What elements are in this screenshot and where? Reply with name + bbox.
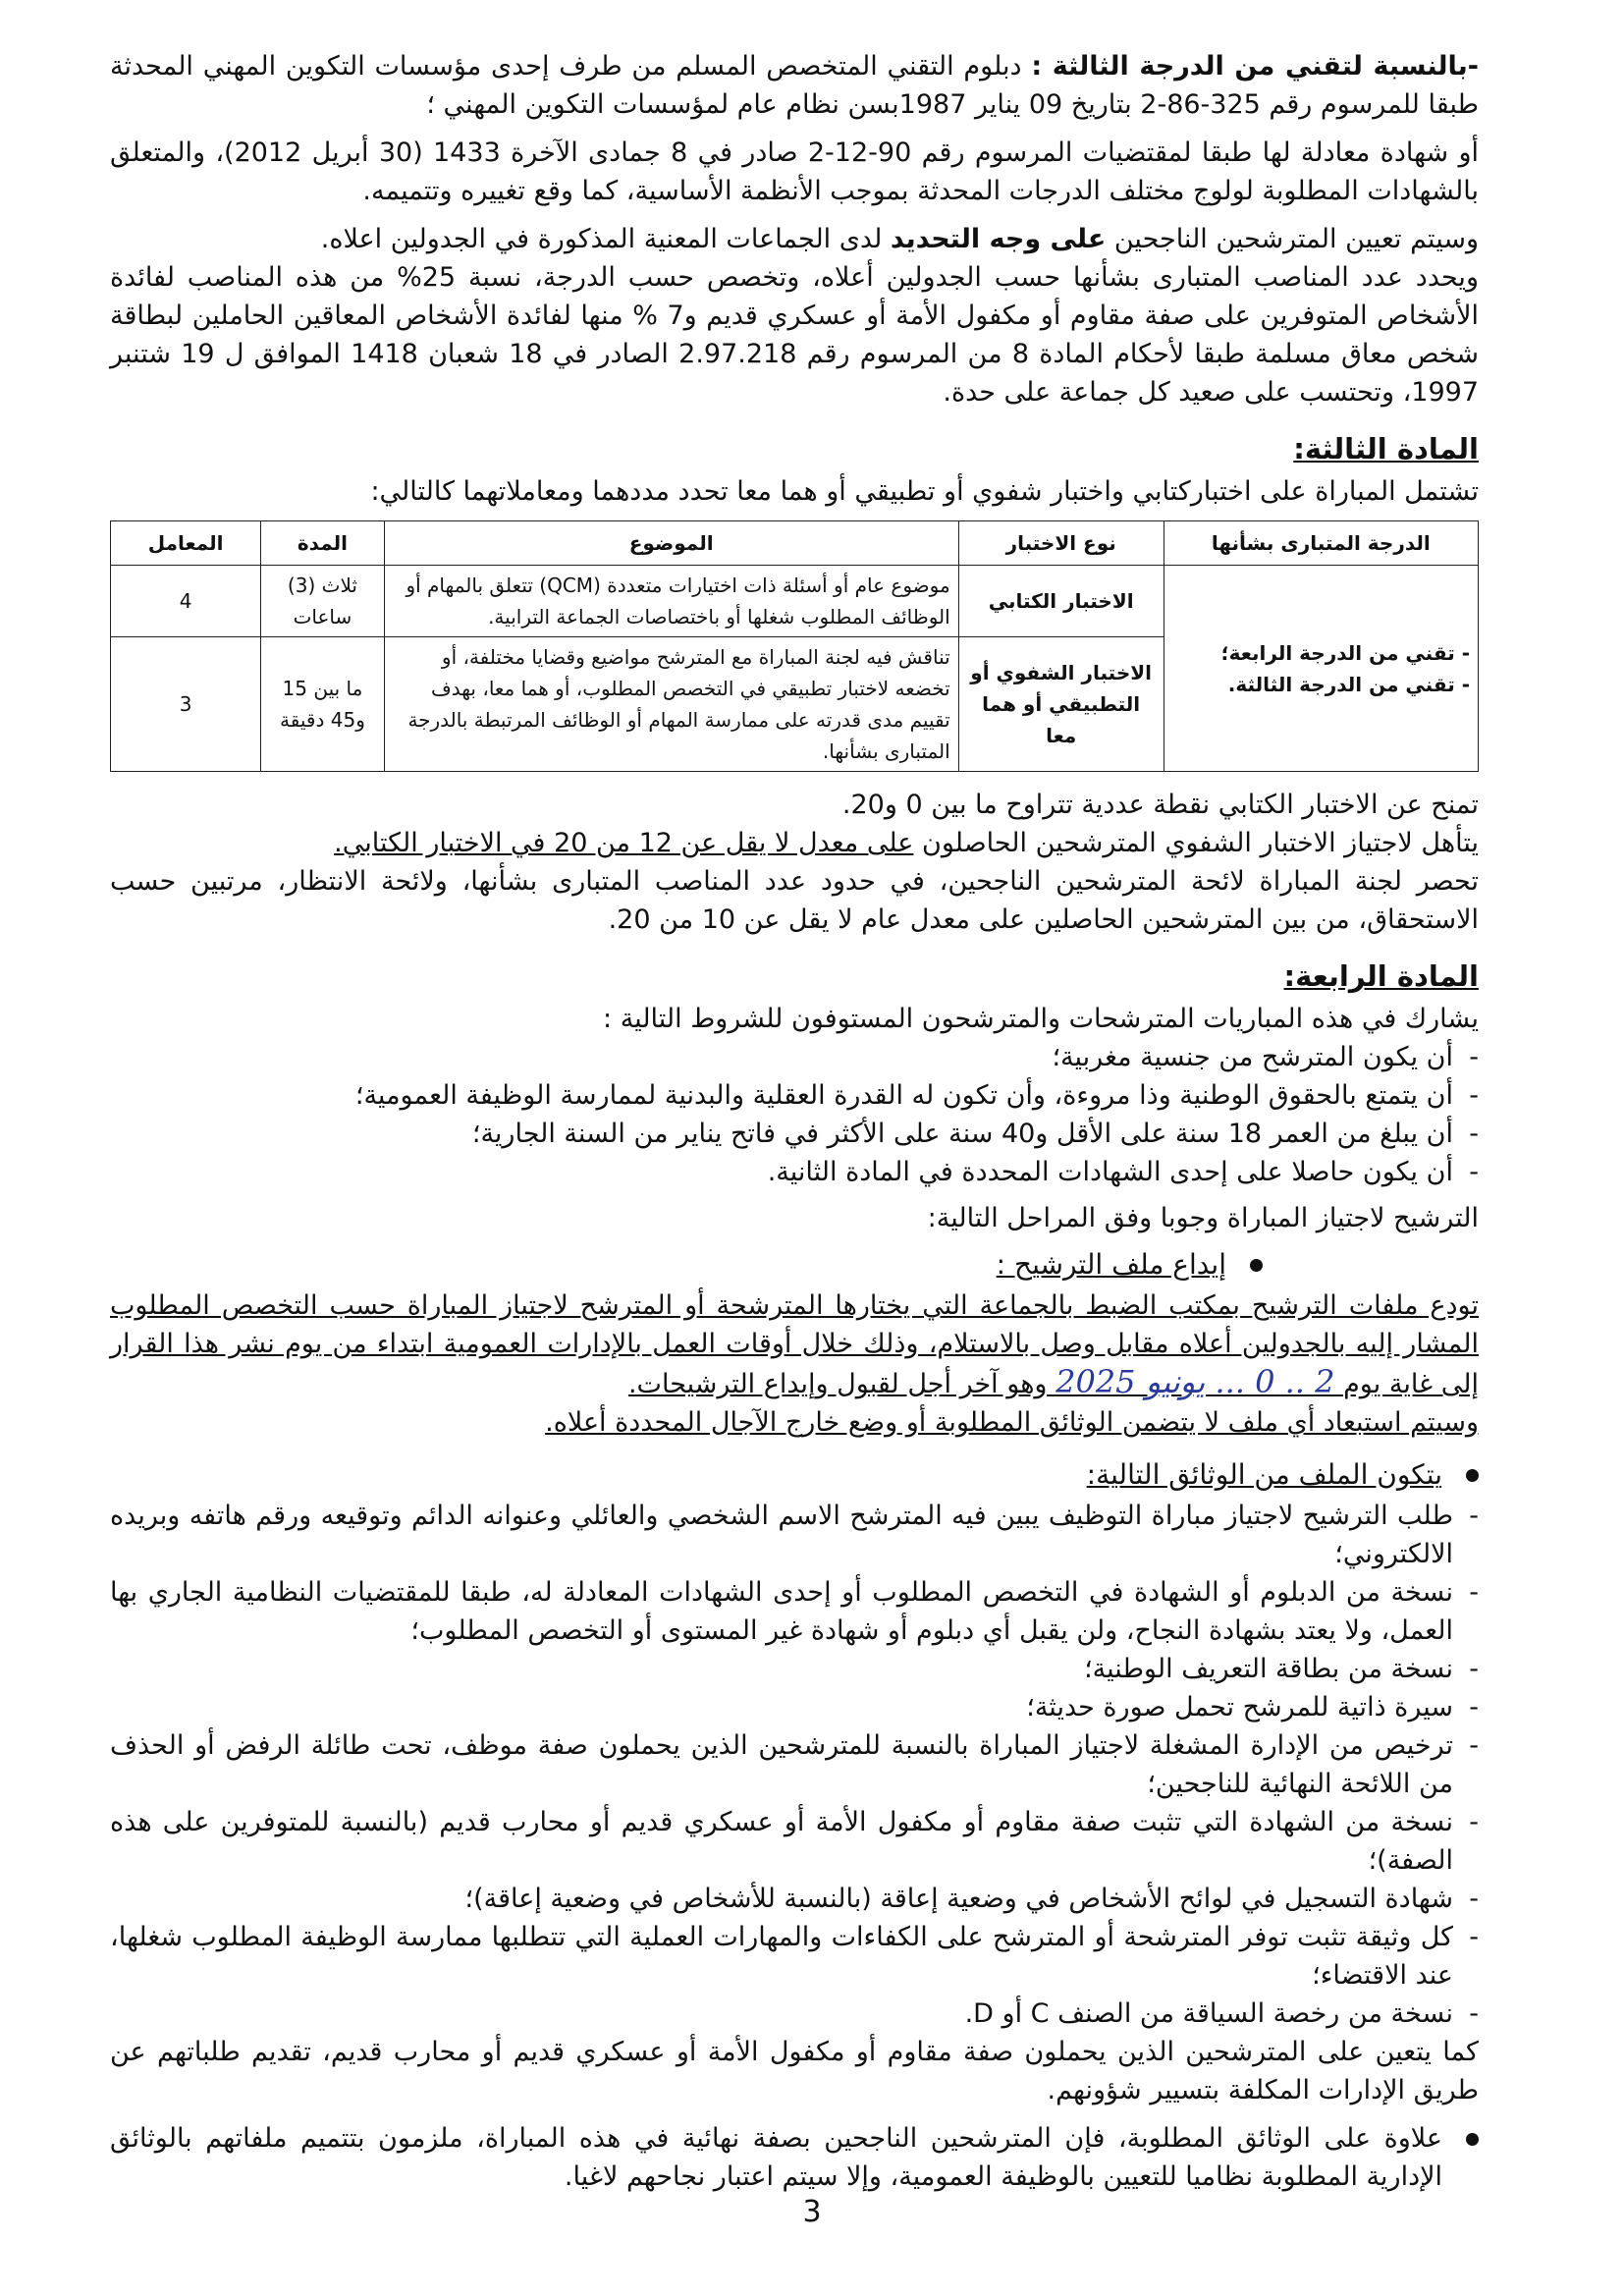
stages-intro: الترشيح لاجتياز المباراة وجوبا وفق المراحل التالية: [927, 1203, 1479, 1233]
appointment-paragraph [110, 220, 1479, 258]
grade-third: - تقني من الدرجة الثالثة. [1227, 672, 1470, 696]
bullet-dot-icon [1466, 1469, 1479, 1482]
committee-text: تحصر لجنة المباراة لائحة المترشحين الناجحين، في حدود عدد المناصب المتبارى بشأنها، ولائحة الانتظار، مرتبين حسب الاستحقاق، من بين المترشحين الحاصلين على معدل عام لا يقل عن 10 من 20. [110, 866, 1479, 935]
list-item: - كل وثيقة تثبت توفر المترشحة أو المترشح على الكفاءات والمهارات العملية التي تتطلبها ممارسة الوظيفة المطلوب شغلها، عند الاقتضاء؛ [110, 1918, 1479, 1995]
deposit-body: تودع ملفات الترشيح بمكتب الضبط بالجماعة التي يختارها المترشحة أو المترشح لاجتياز المباراة حسب التخصص المطلوب المشار إليه بالجدولين أعلاه مقابل وصل بالاستلام، وذلك خلال أوقات العمل بالإدارات العمومية ابتداء من يوم نشر هذا القرار إلى غاية يوم [110, 1290, 1479, 1399]
documents-heading: يتكون الملف من الوثائق التالية: [1086, 1458, 1442, 1491]
deposit-tail: وهو آخر أجل لقبول وإيداع الترشيحات. [627, 1369, 1048, 1399]
third-grade-requirement [110, 47, 1479, 124]
grade-cell [1164, 566, 1478, 772]
exam-coef-oral: 3 [111, 637, 261, 772]
list-item: - أن يبلغ من العمر 18 سنة على الأقل و40 سنة على الأكثر في فاتح يناير من السنة الجارية؛ [110, 1115, 1479, 1153]
exclusion-text: وسيتم استبعاد أي ملف لا يتضمن الوثائق المطلوبة أو وضع خارج الآجال المحددة أعلاه. [545, 1407, 1479, 1438]
veterans-text: كما يتعين على المترشحين الذين يحملون صفة مقاوم أو مكفول الأمة أو عسكري قديم أو محارب قديم، تقديم طلباتهم عن طريق الإدارات المكلفة بتسيير شؤونهم. [110, 2037, 1479, 2105]
list-item: - نسخة من رخصة السياقة من الصنف C أو D. [110, 1995, 1479, 2033]
col-subject-header: الموضوع [384, 521, 958, 566]
list-item: - ترخيص من الإدارة المشغلة لاجتياز المباراة بالنسبة للمترشحين الذين يحملون صفة موظف، تحت طائلة الرفض أو الحذف من اللائحة النهائية للناجحين؛ [110, 1726, 1479, 1803]
equivalence-paragraph: أو شهادة معادلة لها طبقا لمقتضيات المرسوم رقم 90-12-2 صادر في 8 جمادى الآخرة 1433 (30 أبريل 2012)، والمتعلق بالشهادات المطلوبة لولوج مختلف الدرجات المحدثة بموجب الأنظمة الأساسية، كما وقع تغييره وتتميمه. [110, 137, 1479, 206]
appointment-before: وسيتم تعيين المترشحين الناجحين [1106, 224, 1479, 254]
col-coef-header: المعامل [111, 521, 261, 566]
oral-qualification [110, 824, 1479, 862]
exam-duration-oral: ما بين 15 و45 دقيقة [261, 637, 384, 772]
oral-before: يتأهل لاجتياز الاختبار الشفوي المترشحين الحاصلون [913, 828, 1479, 858]
table-row [111, 566, 1479, 637]
final-note-row [110, 2119, 1479, 2196]
oral-underlined: على معدل لا يقل عن 12 من 20 في الاختبار الكتابي. [334, 828, 914, 858]
bullet-dot-icon [1250, 1259, 1263, 1272]
documents-list [110, 1497, 1479, 2033]
deposit-heading-row [110, 1245, 1479, 1285]
list-item: - نسخة من الدبلوم أو الشهادة في التخصص المطلوب أو إحدى الشهادات المعادلة له، طبقا للمقتضيات النظامية الجاري بها العمل، ولا يعتد بشهادة النجاح، ولن يقبل أي دبلوم أو شهادة غير المستوى أو التخصص المطلوب؛ [110, 1573, 1479, 1650]
documents-heading-row [110, 1455, 1479, 1495]
deposit-text [110, 1286, 1479, 1403]
article3-heading: المادة الثالثة: [1293, 432, 1479, 465]
final-note: علاوة على الوثائق المطلوبة، فإن المترشحين الناجحين بصفة نهائية في هذه المباراة، ملزمون بتتميم ملفاتهم بالوثائق الإدارية المطلوبة نظاميا للتعيين بالوظيفة العمومية، وإلا سيتم اعتبار نجاحهم لاغيا. [110, 2123, 1442, 2192]
exam-table [110, 520, 1479, 772]
deposit-heading: إيداع ملف الترشيح : [996, 1248, 1226, 1281]
exam-type-written: الاختبار الكتابي [958, 566, 1164, 637]
col-grade-header: الدرجة المتبارى بشأنها [1164, 521, 1478, 566]
handwritten-date: 2 .. 0 ... يونيو 2025 [1056, 1363, 1335, 1400]
list-item: - أن يتمتع بالحقوق الوطنية وذا مروءة، وأن تكون له القدرة العقلية والبدنية لممارسة الوظيفة العمومية؛ [110, 1076, 1479, 1115]
col-duration-header: المدة [261, 521, 384, 566]
list-item: - شهادة التسجيل في لوائح الأشخاص في وضعية إعاقة (بالنسبة للأشخاص في وضعية إعاقة)؛ [110, 1880, 1479, 1918]
third-grade-label: -بالنسبة لتقني من الدرجة الثالثة : [1031, 51, 1479, 82]
exam-subject-oral: تناقش فيه لجنة المباراة مع المترشح مواضيع وقضايا مختلفة، أو تخضعه لاختبار تطبيقي في التخصص المطلوب، أو هما معا، بهدف تقييم مدى قدرته على ممارسة المهام أو الوظائف المرتبطة بالدرجة المتبارى بشأنها. [384, 637, 958, 772]
list-item: - سيرة ذاتية للمرشح تحمل صورة حديثة؛ [110, 1688, 1479, 1726]
list-item: - أن يكون حاصلا على إحدى الشهادات المحددة في المادة الثانية. [110, 1153, 1479, 1191]
page-number: 3 [802, 2195, 822, 2229]
article4-heading: المادة الرابعة: [1283, 959, 1479, 993]
grade-fourth: - تقني من الدرجة الرابعة؛ [1220, 640, 1470, 665]
posts-paragraph: ويحدد عدد المناصب المتبارى بشأنها حسب الجدولين أعلاه، وتخصص حسب الدرجة، نسبة 25% من هذه المناصب لفائدة الأشخاص المتوفرين على صفة مقاوم أو مكفول الأمة أو عسكري قديم و7 % منها لفائدة الأشخاص المعاقين الحاملين لبطاقة شخص معاق مسلمة طبقا لأحكام المادة 8 من المرسوم رقم 2.97.218 الصادر في 18 شعبان 1418 الموافق ل 19 شتنبر 1997، وتحتسب على صعيد كل جماعة على حدة. [110, 262, 1480, 408]
appointment-after: لدى الجماعات المعنية المذكورة في الجدولين اعلاه. [320, 224, 891, 254]
exam-subject-written: موضوع عام أو أسئلة ذات اختيارات متعددة (QCM) تتعلق بالمهام أو الوظائف المطلوب شغلها أو باختصاصات الجماعة الترابية. [384, 566, 958, 637]
list-item: - أن يكون المترشح من جنسية مغربية؛ [110, 1038, 1479, 1076]
list-item: - طلب الترشيح لاجتياز مباراة التوظيف يبين فيه المترشح الاسم الشخصي والعائلي وعنوانه الدائم وتوقيعه ورقم هاتفه وبريده الالكتروني؛ [110, 1497, 1479, 1573]
appointment-bold: على وجه التحديد [890, 224, 1107, 254]
list-item: - نسخة من بطاقة التعريف الوطنية؛ [110, 1650, 1479, 1688]
list-item: - نسخة من الشهادة التي تثبت صفة مقاوم أو مكفول الأمة أو عسكري قديم أو محارب قديم (بالنسبة للمتوفرين على هذه الصفة)؛ [110, 1803, 1479, 1880]
conditions-list [110, 1038, 1479, 1191]
exam-coef-written: 4 [111, 566, 261, 637]
third-grade-text: دبلوم التقني المتخصص المسلم من طرف إحدى مؤسسات التكوين المهني المحدثة طبقا للمرسوم رقم 325-86-2 بتاريخ 09 يناير 1987بسن نظام عام لمؤسسات التكوين المهني ؛ [110, 51, 1479, 120]
article3-text: تشتمل المباراة على اختباركتابي واختبار شفوي أو تطبيقي أو هما معا تحدد مددهما ومعاملاتهما كالتالي: [370, 476, 1479, 507]
col-type-header: نوع الاختبار [958, 521, 1164, 566]
article4-intro: يشارك في هذه المباريات المترشحات والمترشحون المستوفون للشروط التالية : [603, 1004, 1479, 1034]
exam-duration-written: ثلاث (3) ساعات [261, 566, 384, 637]
exam-type-oral: الاختبار الشفوي أو التطبيقي أو هما معا [958, 637, 1164, 772]
bullet-dot-icon [1466, 2133, 1479, 2146]
grading-text: تمنح عن الاختبار الكتابي نقطة عددية تتراوح ما بين 0 و20. [841, 790, 1479, 820]
